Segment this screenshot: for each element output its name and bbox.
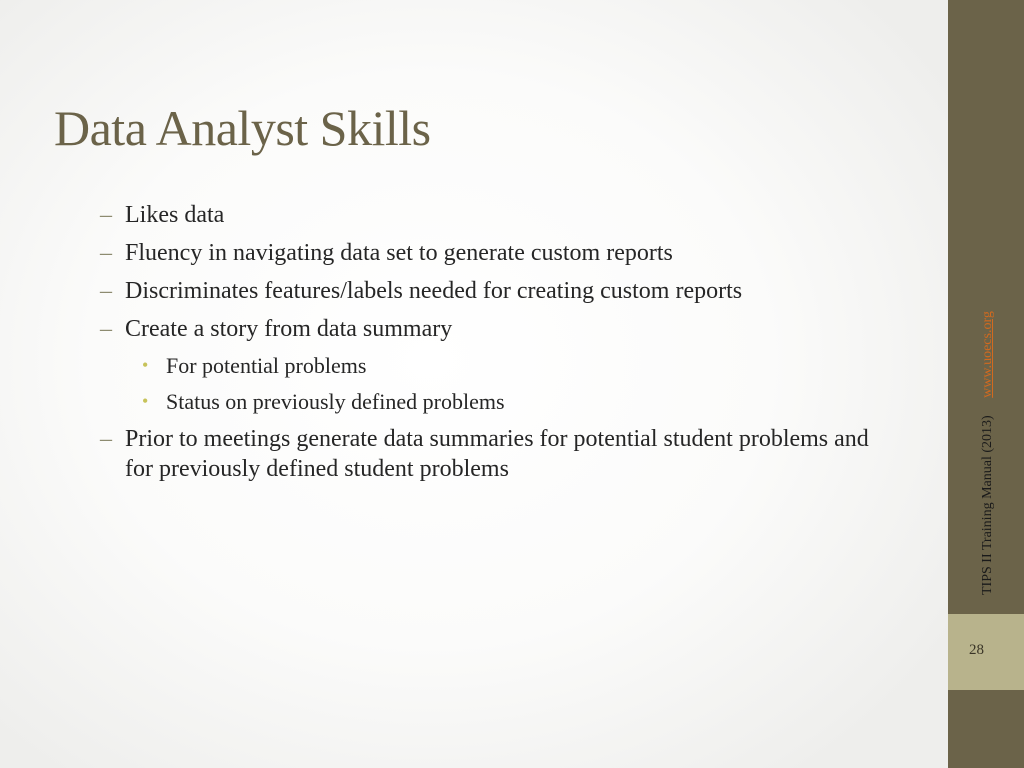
page-number-box	[948, 614, 1024, 690]
dash-marker: –	[100, 426, 112, 452]
bullet-text: Create a story from data summary	[125, 316, 453, 342]
dot-marker: •	[142, 391, 149, 411]
dash-marker: –	[100, 240, 112, 266]
dash-marker: –	[100, 278, 112, 304]
slide-title: Data Analyst Skills	[54, 100, 431, 156]
bullet-item	[100, 200, 880, 230]
sub-bullet-item	[100, 352, 880, 380]
page-number: 28	[969, 642, 984, 658]
footer-vertical-text	[980, 311, 996, 595]
bullet-text: Likes data	[125, 202, 225, 228]
bullet-text: Discriminates features/labels needed for creating custom reports	[125, 278, 743, 304]
sub-bullet-item	[100, 388, 880, 416]
bullet-list	[100, 200, 880, 492]
bullet-item	[100, 314, 880, 344]
source-citation: TIPS II Training Manual (2013)	[980, 415, 995, 595]
bullet-text: Prior to meetings generate data summaries for potential student problems and for previously defined student problems	[125, 426, 869, 482]
dash-marker: –	[100, 202, 112, 228]
website-link[interactable]: www.uoecs.org	[980, 311, 995, 398]
dot-marker: •	[142, 355, 149, 375]
dash-marker: –	[100, 316, 112, 342]
bullet-text: Fluency in navigating data set to generate custom reports	[125, 240, 673, 266]
bullet-item	[100, 424, 880, 484]
sub-bullet-text: For potential problems	[166, 353, 367, 378]
bullet-item	[100, 276, 880, 306]
sub-bullet-text: Status on previously defined problems	[166, 389, 505, 414]
bullet-item	[100, 238, 880, 268]
